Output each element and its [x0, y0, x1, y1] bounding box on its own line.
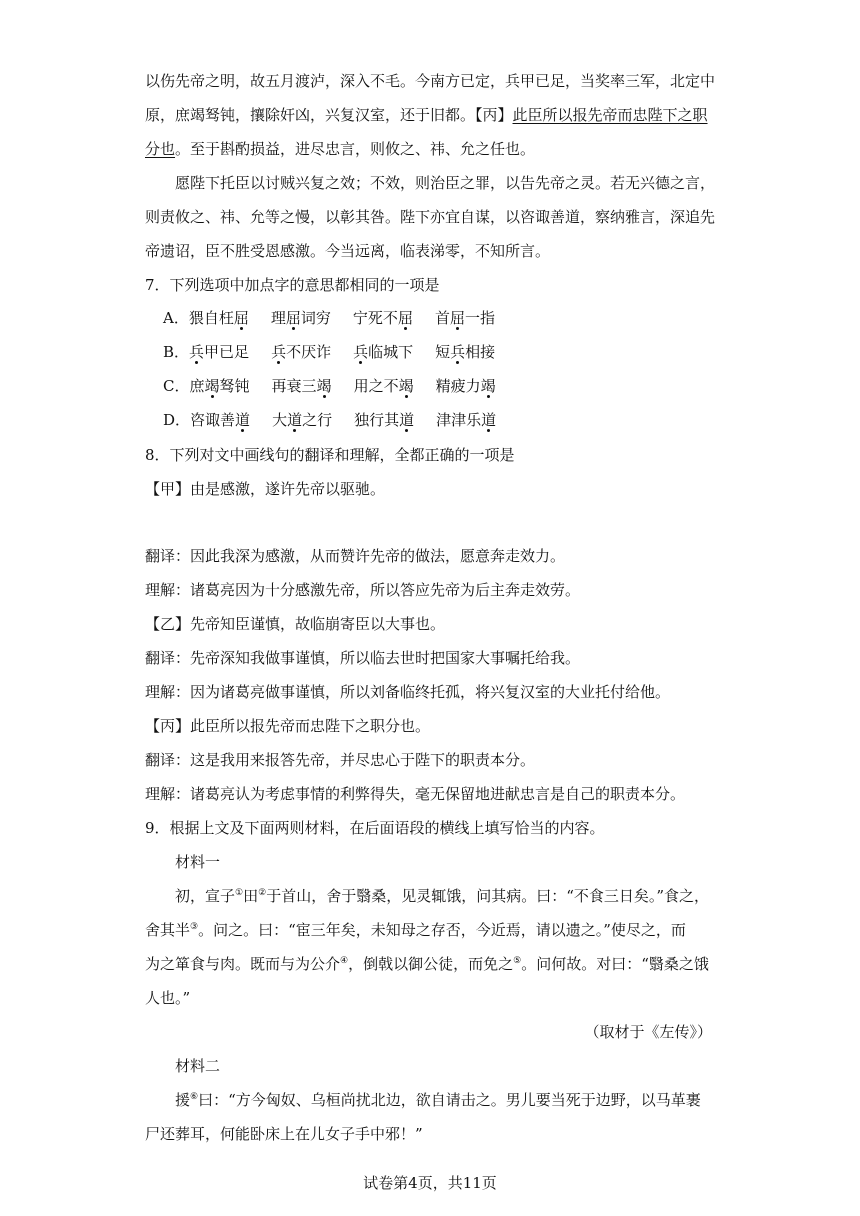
passage-line-3 [145, 138, 535, 160]
sentence-yi: 【乙】先帝知臣谨慎，故临崩寄臣以大事也。 [145, 615, 446, 633]
footnote-marker: ③ [190, 922, 199, 932]
understanding-yi: 理解：因为诸葛亮做事谨慎，所以刘备临终托孤，将兴复汉室的大业托付给他。 [145, 683, 671, 701]
question-8-stem: 8．下列对文中画线句的翻译和理解，全都正确的一项是 [145, 446, 515, 464]
option-label: A． [163, 309, 189, 327]
sentence-bing: 【丙】此臣所以报先帝而忠陛下之职分也。 [145, 717, 431, 735]
question-7-option-a [163, 307, 517, 329]
underlined-sentence-bing: 此臣所以报先帝而忠陛下之职 [512, 106, 708, 124]
question-7-option-c [163, 375, 518, 397]
passage-line-4: 愿陛下托臣以讨贼兴复之效；不效，则治臣之罪，以告先帝之灵。若无兴德之言， [175, 174, 716, 192]
option-word: 兵临城下 [353, 343, 414, 361]
option-word: 精疲力竭 [435, 377, 496, 395]
option-word: 再衰三竭 [271, 377, 332, 395]
translation-bing: 翻译：这是我用来报答先帝，并尽忠心于陛下的职责本分。 [145, 751, 536, 769]
option-word: 短兵相接 [435, 343, 496, 361]
passage-text: 。至于斟酌损益，进尽忠言，则攸之、祎、允之任也。 [175, 140, 536, 158]
option-word: 兵不厌诈 [271, 343, 332, 361]
material-1-line-4: 人也。” [145, 989, 191, 1007]
footnote-marker: ⑥ [190, 1092, 199, 1102]
translation-jia: 翻译：因此我深为感激，从而赞许先帝的做法，愿意奔走效力。 [145, 547, 566, 565]
material-1-line-2: 舍其半③。问之。曰：“宦三年矣，未知母之存否，今近焉，请以遗之。”使尽之，而 [145, 921, 686, 939]
passage-text: 原，庶竭驽钝，攘除奸凶，兴复汉室，还于旧都。【丙】 [145, 106, 513, 124]
material-1-line-3: 为之箪食与肉。既而与为公介④，倒戟以御公徒，而免之⑤。问何故。对曰：“翳桑之饿 [145, 955, 709, 973]
option-word: 咨诹善道 [190, 411, 251, 429]
option-word: 用之不竭 [353, 377, 414, 395]
passage-line-6: 帝遗诏，臣不胜受恩感激。今当远离，临表涕零，不知所言。 [145, 242, 551, 260]
option-label: C． [163, 377, 190, 395]
option-label: D． [163, 411, 191, 429]
option-word: 猥自枉屈 [188, 309, 249, 327]
material-2-line-2: 尸还葬耳，何能卧床上在儿女子手中邪！” [145, 1125, 423, 1143]
understanding-jia: 理解：诸葛亮因为十分感激先帝，所以答应先帝为后主奔走效劳。 [145, 581, 581, 599]
understanding-bing: 理解：诸葛亮认为考虑事情的利弊得失，毫无保留地进献忠言是自己的职责本分。 [145, 785, 686, 803]
passage-line-2 [145, 104, 708, 126]
footnote-marker: ① [235, 888, 244, 898]
material-2-line-1: 援⑥曰：“方今匈奴、乌桓尚扰北边，欲自请击之。男儿要当死于边野，以马革裹 [175, 1091, 701, 1109]
question-7-option-d [163, 409, 518, 431]
passage-line-5: 则责攸之、祎、允等之慢，以彰其咎。陛下亦宜自谋，以咨诹善道，察纳雅言，深追先 [145, 208, 716, 226]
option-word: 兵甲已足 [189, 343, 250, 361]
material-1-title: 材料一 [175, 853, 221, 871]
question-7-option-b [163, 341, 517, 363]
footnote-marker: ④ [340, 956, 349, 966]
option-word: 首屈一指 [434, 309, 495, 327]
option-word: 独行其道 [354, 411, 415, 429]
material-2-title: 材料二 [175, 1057, 221, 1075]
page-footer: 试卷第4页，共11页 [363, 1174, 497, 1192]
footnote-marker: ② [258, 888, 267, 898]
option-label: B． [163, 343, 190, 361]
sentence-jia: 【甲】由是感激，遂许先帝以驱驰。 [145, 480, 386, 498]
option-word: 津津乐道 [436, 411, 497, 429]
material-1-source: （取材于《左传》） [584, 1023, 712, 1041]
question-7-stem: 7．下列选项中加点字的意思都相同的一项是 [145, 276, 440, 294]
footnote-marker: ⑤ [513, 956, 522, 966]
option-word: 理屈词穷 [270, 309, 331, 327]
underlined-sentence-bing-end: 分也 [145, 140, 176, 158]
option-word: 宁死不屈 [352, 309, 413, 327]
passage-line-1: 以伤先帝之明，故五月渡泸，深入不毛。今南方已定，兵甲已足，当奖率三军，北定中 [145, 72, 716, 90]
translation-yi: 翻译：先帝深知我做事谨慎，所以临去世时把国家大事嘱托给我。 [145, 649, 581, 667]
option-word: 庶竭驽钝 [189, 377, 250, 395]
option-word: 大道之行 [272, 411, 333, 429]
material-1-line-1: 初，宣子①田②于首山，舍于翳桑，见灵辄饿，问其病。曰：“不食三日矣。”食之， [175, 887, 710, 905]
question-9-stem: 9．根据上文及下面两则材料，在后面语段的横线上填写恰当的内容。 [145, 819, 605, 837]
